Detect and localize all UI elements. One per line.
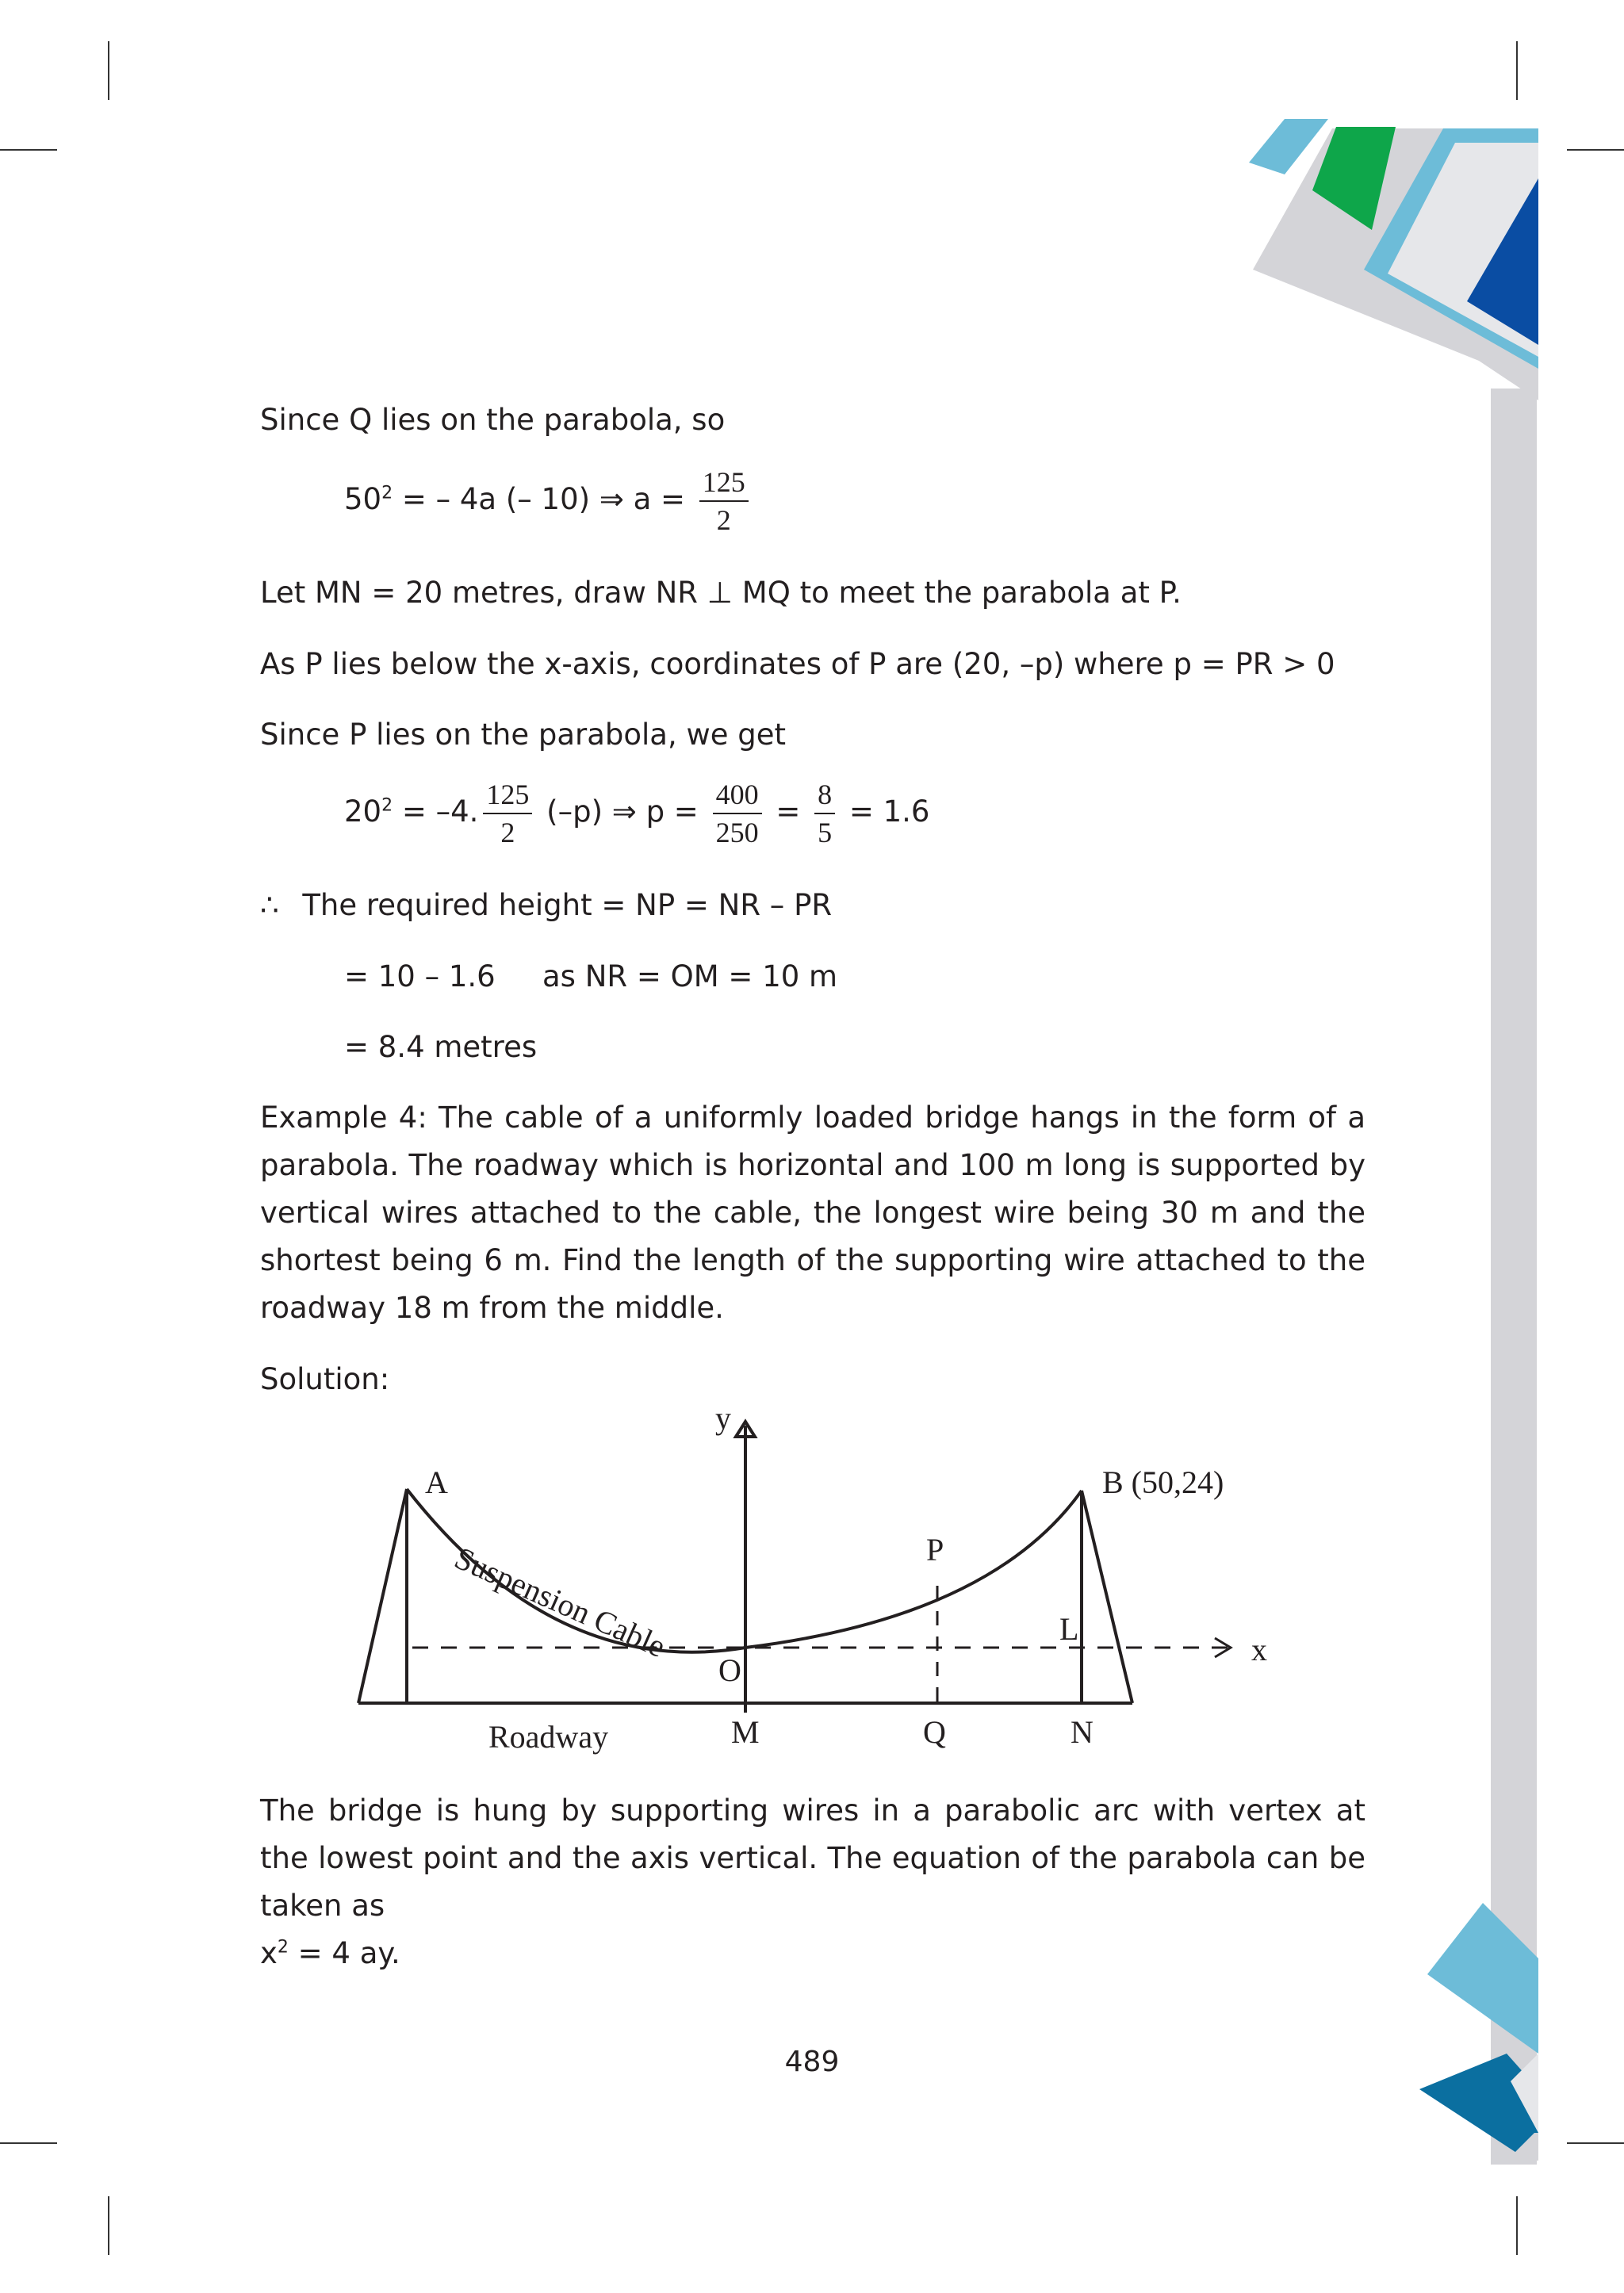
eq1-numerator: 125 [699,464,749,502]
therefore-symbol: ∴ [260,888,279,922]
eq3-base: x [260,1936,278,1970]
label-roadway: Roadway [488,1719,609,1755]
label-suspension-cable: Suspension Cable [449,1539,672,1665]
eq2-f3-numerator: 8 [814,776,835,814]
label-M: M [731,1714,760,1750]
eq2-exp: 2 [381,795,393,816]
eq2-part-a: = –4. [393,794,479,829]
label-A: A [425,1464,448,1500]
eq2-f2-denominator: 250 [715,816,759,848]
page-number: 489 [784,2046,840,2078]
eq2-f2-numerator: 400 [713,776,762,814]
label-x: x [1251,1632,1267,1667]
text-line-2: Let MN = 20 metres, draw NR ⊥ MQ to meet the parabola at P. [260,576,1182,610]
label-P: P [926,1532,944,1568]
eq2-part-c: = [766,794,810,829]
text-line-3: As P lies below the x-axis, coordinates of P are (20, –p) where p = PR > 0 [260,647,1335,681]
eq2-f3-denominator: 5 [818,816,833,848]
eq1-base: 50 [344,482,382,516]
height-statement: The required height = NP = NR – PR [302,888,833,922]
label-O: O [718,1652,741,1688]
eq2-f1-numerator: 125 [483,776,532,814]
right-tower-slant [1082,1491,1132,1703]
eq2-base: 20 [344,794,382,829]
bridge-description-paragraph: The bridge is hung by supporting wires in a parabolic arc with vertex at the lowest point and the axis vertical. The equation of the parabola can be taken as [260,1793,1365,1923]
eq1-mid: = – 4a (– 10) ⇒ a = [393,482,695,516]
text-line-1: Since Q lies on the parabola, so [260,403,726,437]
solution-label: Solution: [260,1362,390,1396]
text-line-6b: as NR = OM = 10 m [542,959,838,993]
eq3-exp: 2 [277,1937,289,1958]
label-B: B (50,24) [1102,1464,1224,1500]
eq1-exp: 2 [381,483,393,503]
text-line-7: = 8.4 metres [344,1030,538,1064]
eq1-denominator: 2 [716,503,731,536]
label-Q: Q [923,1714,946,1750]
left-tower-slant [358,1489,407,1703]
label-N: N [1071,1714,1094,1750]
text-line-6a: = 10 – 1.6 [344,959,496,993]
eq2-part-b: (–p) ⇒ p = [537,794,708,829]
eq3-rest: = 4 ay. [288,1936,400,1970]
text-line-4: Since P lies on the parabola, we get [260,718,787,752]
eq2-part-d: = 1.6 [840,794,930,829]
label-L: L [1059,1611,1079,1647]
equation-3 [260,1930,400,1977]
example-4-paragraph: Example 4: The cable of a uniformly loaded bridge hangs in the form of a parabola. The roadway which is horizontal and 100 m long is supported by vertical wires attached to the cable, the longest wire being 30 m and the shortest being 6 m. Find the length of the supporting wire attached to the roadway 18 m from the middle. [260,1101,1365,1325]
label-y: y [715,1400,731,1436]
eq2-f1-denominator: 2 [500,816,515,848]
